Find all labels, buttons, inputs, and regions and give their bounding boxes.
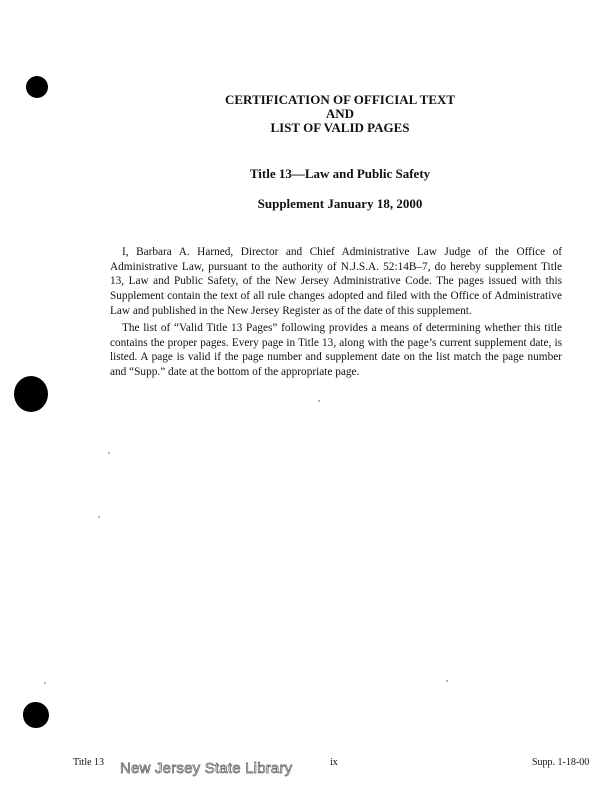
scan-speck	[108, 452, 110, 454]
library-stamp: New Jersey State Library	[120, 760, 293, 777]
valid-pages-paragraph: The list of “Valid Title 13 Pages” following provides a means of determining whether this title contains the proper pages. Every page in Title 13, along with the page’s current supplement date, is listed. A page is valid if the page number and supplement date on the list match the page number and “Supp.” date at the bottom of the appropriate page.	[110, 322, 562, 379]
punch-hole-bottom	[23, 702, 49, 728]
footer-title: Title 13	[73, 757, 105, 768]
scan-speck	[318, 400, 320, 402]
footer-supplement-date: Supp. 1-18-00	[532, 757, 590, 768]
scan-speck	[44, 682, 46, 684]
scan-speck	[98, 516, 100, 518]
scan-speck	[446, 680, 448, 682]
heading-line-2: AND	[325, 106, 355, 121]
heading-line-3: LIST OF VALID PAGES	[270, 120, 410, 135]
footer-page-number: ix	[330, 757, 338, 768]
title-heading: Title 13—Law and Public Safety	[249, 166, 431, 181]
punch-hole-middle	[14, 376, 48, 412]
supplement-heading: Supplement January 18, 2000	[257, 196, 423, 211]
heading-line-1: CERTIFICATION OF OFFICIAL TEXT	[224, 92, 456, 107]
certification-paragraph: I, Barbara A. Harned, Director and Chief Administrative Law Judge of the Office of Administrative Law, pursuant to the authority of N.J.S.A. 52:14B–7, do hereby supplement Title 13, Law and Public Safety, of the New Jersey Administrative Code. The pages issued with this Supplement contain the text of all rule changes adopted and filed with the Office of Administrative Law and published in the New Jersey Register as of the date of this supplement.	[110, 246, 562, 317]
